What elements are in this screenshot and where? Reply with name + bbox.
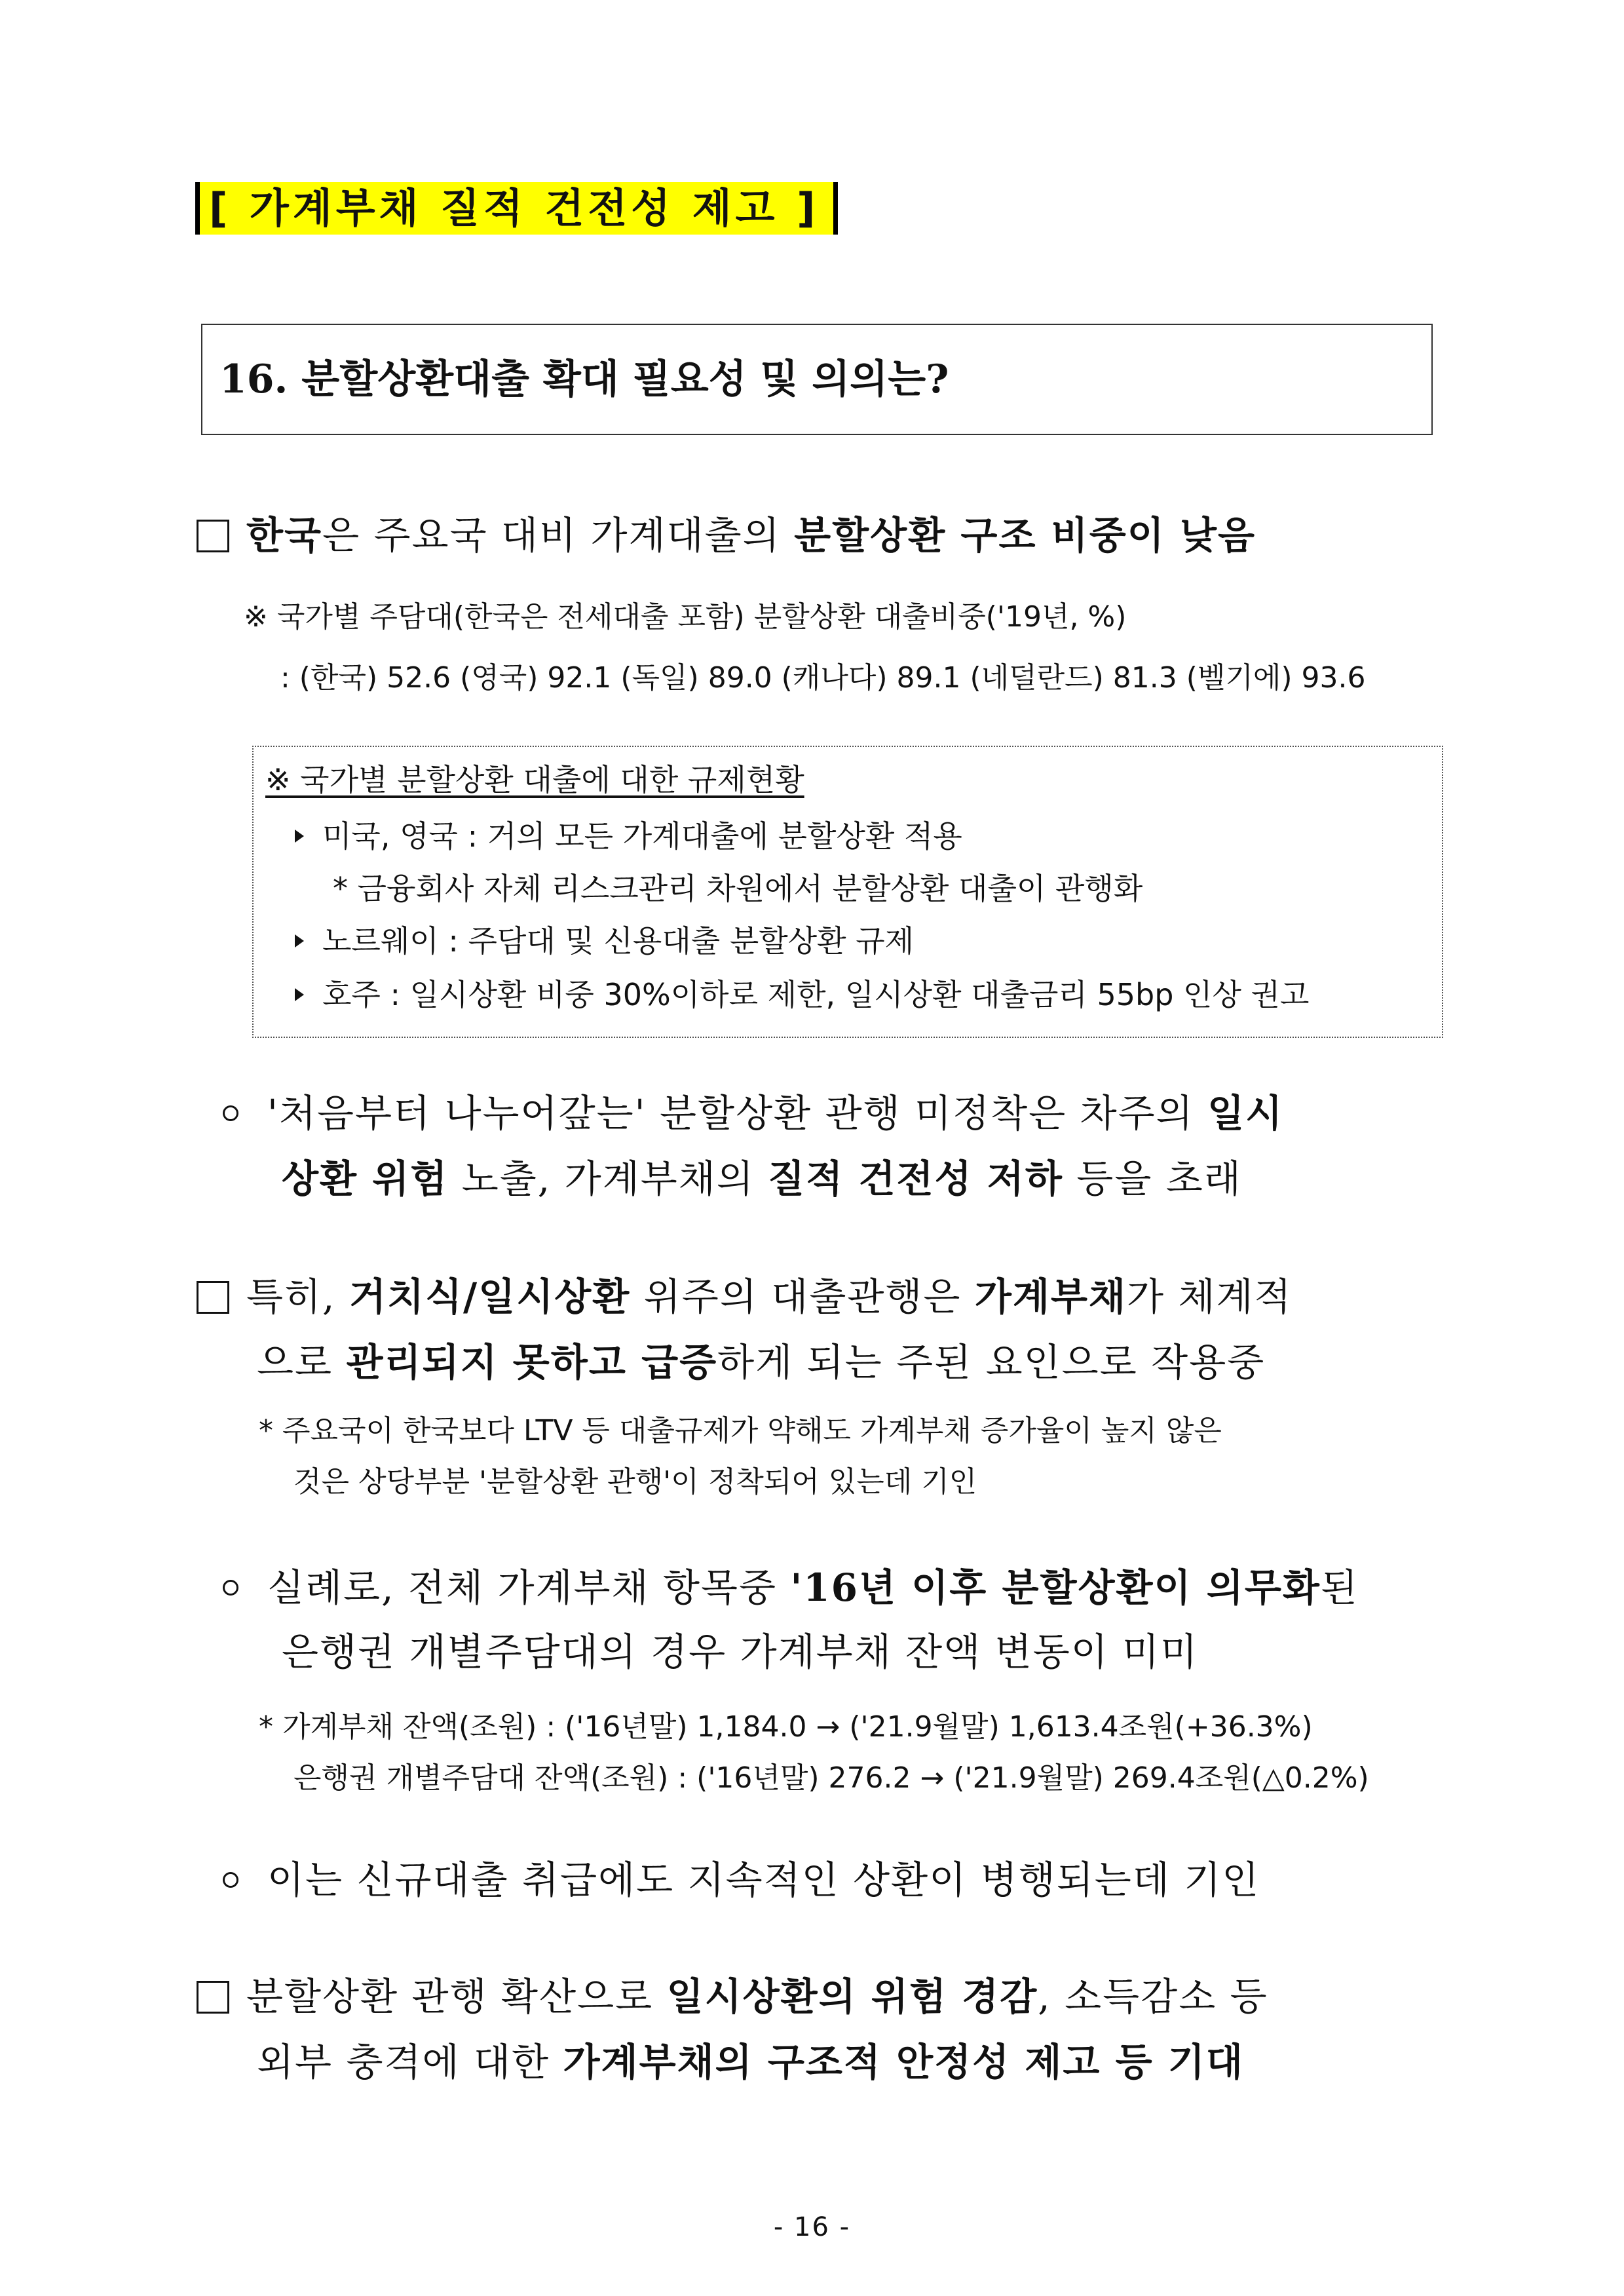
question-box: 16. 분할상환대출 확대 필요성 및 의의는? — [201, 324, 1433, 435]
point-1-bold: 일시 — [1207, 1091, 1284, 1136]
p3-text: 외부 충격에 대한 — [257, 2040, 563, 2084]
paragraph-2-line-1 — [197, 1266, 1293, 1328]
square-bullet-icon — [197, 1281, 229, 1314]
circle-bullet-icon — [223, 1872, 238, 1888]
p2-text: 특히, — [246, 1274, 349, 1319]
regulation-item-text: 호주 : 일시상환 비중 30%이하로 제한, 일시상환 대출금리 55bp 인상 권고 — [322, 977, 1310, 1012]
regulation-item-text: 노르웨이 : 주담대 및 신용대출 분할상환 규제 — [322, 923, 915, 959]
note-3-line-2: 은행권 개별주담대 잔액(조원) : ('16년말) 276.2 → ('21.9월말) 269.4조원(△0.2%) — [293, 1761, 1369, 1795]
regulation-subitem: * 금융회사 자체 리스크관리 차원에서 분할상환 대출이 관행화 — [333, 871, 1143, 906]
square-bullet-icon — [197, 520, 229, 552]
p3-bold: 일시상환의 위험 경감 — [666, 1974, 1038, 2019]
p2-bold: 거치식/일시상환 — [349, 1274, 631, 1319]
point-1-bold: 질적 건전성 저하 — [768, 1157, 1063, 1201]
p1-text: 은 주요국 대비 가계대출의 — [322, 513, 795, 558]
p2-text: 위주의 대출관행은 — [630, 1274, 975, 1319]
regulation-item-text: 미국, 영국 : 거의 모든 가계대출에 분할상환 적용 — [322, 818, 962, 854]
triangle-bullet-icon — [295, 988, 304, 1001]
point-2-line-2: 은행권 개별주담대의 경우 가계부채 잔액 변동이 미미 — [282, 1630, 1199, 1674]
section-title: [ 가계부채 질적 건전성 제고 ] — [195, 182, 838, 235]
p1-bold-text-2: 분할상환 구조 비중이 낮음 — [794, 513, 1256, 558]
point-1-text: '처음부터 나누어갚는' 분할상환 관행 미정착은 차주의 — [267, 1091, 1208, 1136]
point-2-bold: '16년 이후 분할상환이 의무화 — [790, 1565, 1321, 1610]
page-number: - 16 - — [773, 2212, 851, 2242]
p2-text: 하게 되는 주된 요인으로 작용중 — [717, 1340, 1266, 1385]
p1-bold-text: 한국 — [246, 513, 323, 558]
point-2-text: 된 — [1320, 1565, 1359, 1610]
note-2-line-2: 것은 상당부분 '분할상환 관행'이 정착되어 있는데 기인 — [293, 1465, 977, 1499]
point-1-text: 노출, 가계부채의 — [448, 1157, 768, 1201]
p2-text: 가 체계적 — [1127, 1274, 1293, 1319]
square-bullet-icon — [197, 1981, 229, 2014]
paragraph-2-line-2 — [257, 1331, 1265, 1393]
point-3-text: 이는 신규대출 취급에도 지속적인 상환이 병행되는데 기인 — [267, 1858, 1260, 1902]
circle-bullet-icon — [223, 1105, 238, 1121]
point-1-text: 등을 초래 — [1063, 1157, 1242, 1201]
p2-text: 으로 — [257, 1340, 347, 1385]
paragraph-3-line-1 — [197, 1966, 1268, 2027]
note-3-line-1: * 가계부채 잔액(조원) : ('16년말) 1,184.0 → ('21.9월말) 1,613.4조원(+36.3%) — [259, 1710, 1313, 1744]
p3-bold: 가계부채의 구조적 안정성 제고 등 기대 — [563, 2040, 1244, 2084]
p2-bold: 가계부채 — [974, 1274, 1127, 1319]
regulation-item — [295, 810, 962, 862]
circle-bullet-icon — [223, 1580, 238, 1596]
regulation-box-title: ※ 국가별 분할상환 대출에 대한 규제현황 — [265, 762, 804, 797]
p2-bold: 관리되지 못하고 급증 — [346, 1340, 718, 1385]
note-2-line-1: * 주요국이 한국보다 LTV 등 대출규제가 약해도 가계부채 증가율이 높지 않은 — [259, 1414, 1222, 1447]
point-1-line-1 — [223, 1082, 1283, 1144]
point-1-bold: 상환 위험 — [282, 1157, 449, 1201]
point-1-line-2 — [282, 1148, 1242, 1210]
triangle-bullet-icon — [295, 934, 304, 947]
regulation-item — [295, 968, 1309, 1021]
note-1-line-1: ※ 국가별 주담대(한국은 전세대출 포함) 분할상환 대출비중('19년, %) — [244, 600, 1127, 634]
p3-text: 분할상환 관행 확산으로 — [246, 1974, 667, 2019]
note-1-line-2: : (한국) 52.6 (영국) 92.1 (독일) 89.0 (캐나다) 89.1 (네덜란드) 81.3 (벨기에) 93.6 — [280, 661, 1366, 695]
paragraph-1 — [197, 505, 1256, 566]
p3-text: , 소득감소 등 — [1038, 1974, 1268, 2019]
paragraph-3-line-2 — [257, 2031, 1244, 2093]
triangle-bullet-icon — [295, 830, 304, 843]
point-2-text: 실례로, 전체 가계부채 항목중 — [267, 1565, 791, 1610]
regulation-item — [295, 915, 914, 967]
point-2-line-1 — [223, 1557, 1359, 1618]
point-3 — [223, 1849, 1260, 1911]
